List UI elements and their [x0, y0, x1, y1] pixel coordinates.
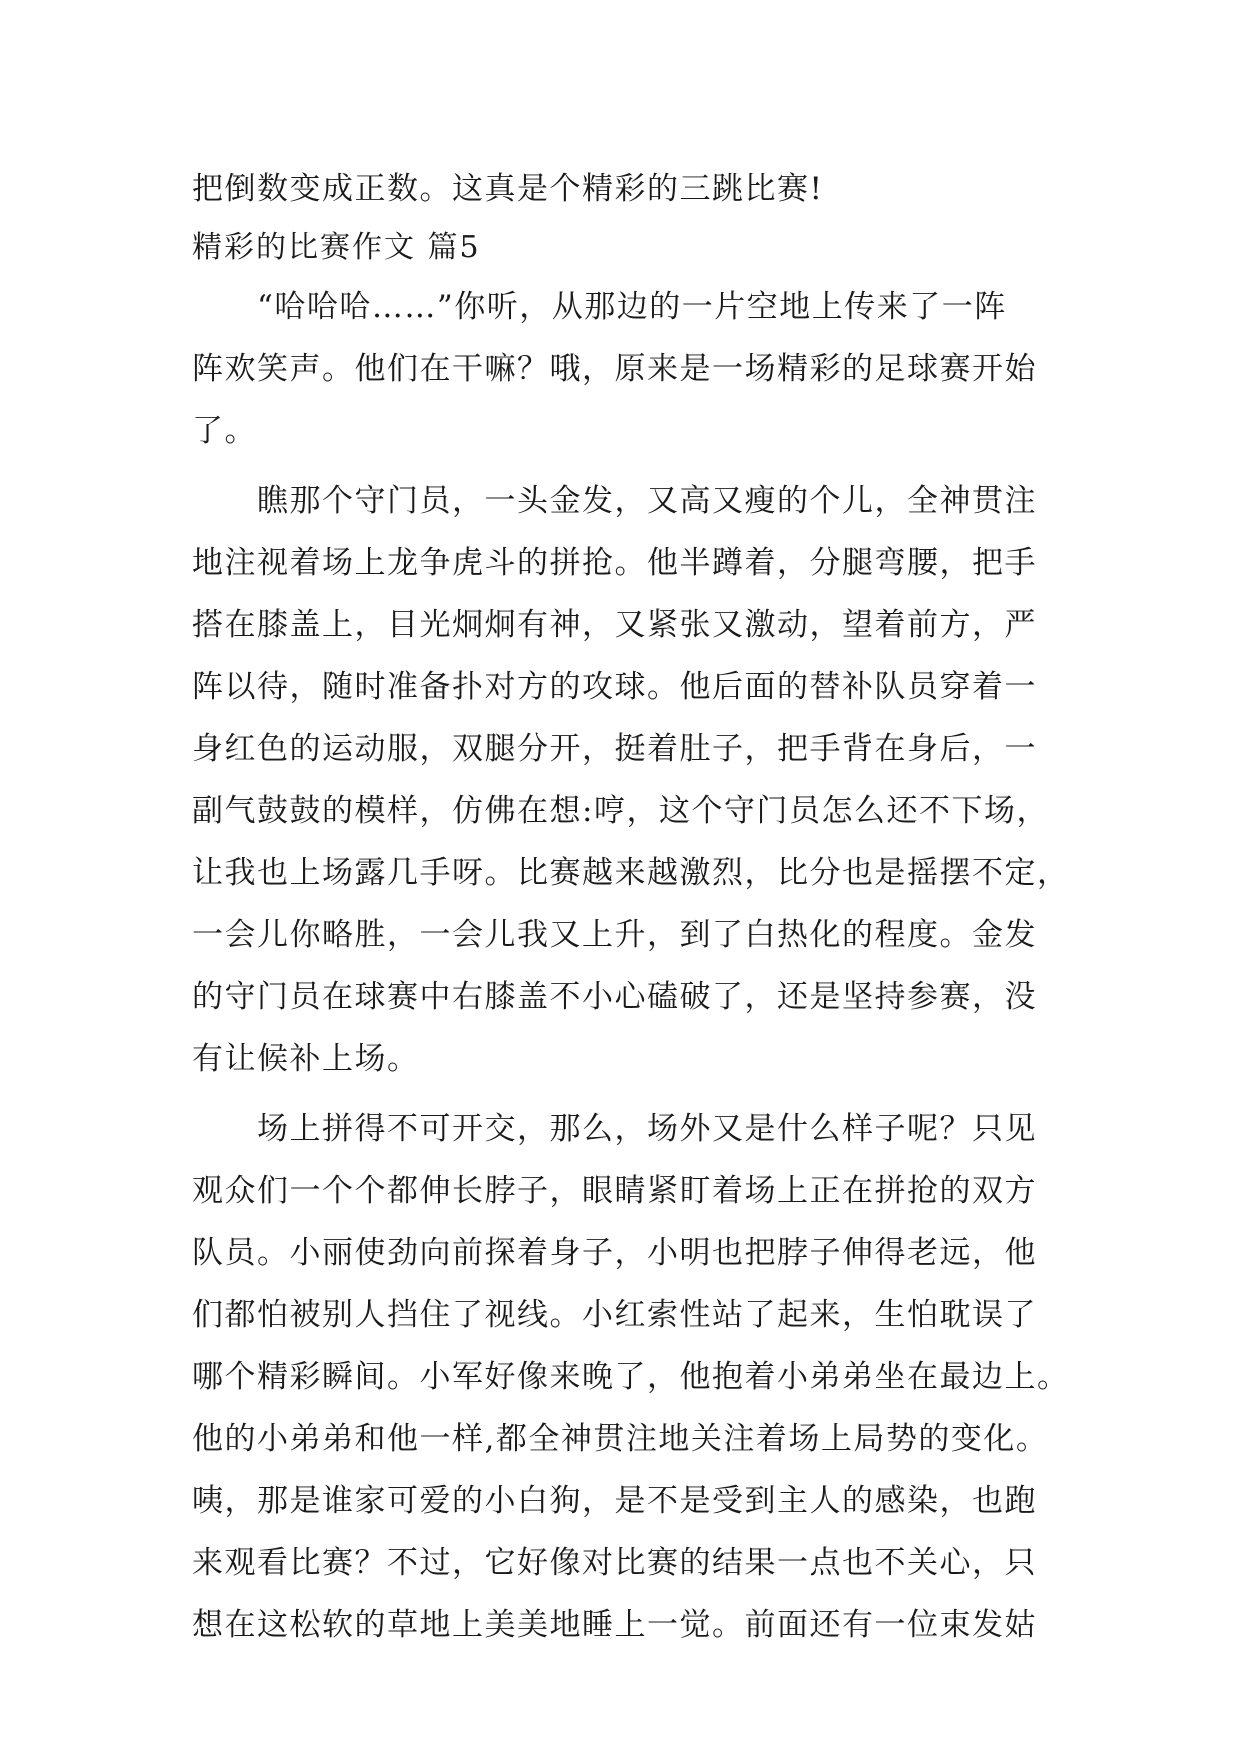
paragraph-2: [192, 470, 1070, 1090]
paragraph-line: 阵以待，随时准备扑对方的攻球。他后面的替补队员穿着一: [192, 669, 1037, 705]
paragraph-line: 咦，那是谁家可爱的小白狗，是不是受到主人的感染，也跑: [192, 1483, 1037, 1519]
section-title: 精彩的比赛作文 篇5: [192, 230, 481, 265]
paragraph-line: 让我也上场露几手呀。比赛越来越激烈，比分也是摇摆不定，: [192, 855, 1070, 891]
paragraph-line: 想在这松软的草地上美美地睡上一觉。前面还有一位束发姑: [192, 1607, 1037, 1643]
continuation-line: 把倒数变成正数。这真是个精彩的三跳比赛!: [192, 171, 824, 207]
paragraph-line: 了。: [192, 413, 257, 449]
paragraph-line: 阵欢笑声。他们在干嘛？哦，原来是一场精彩的足球赛开始: [192, 351, 1037, 387]
paragraph-line: 有让候补上场。: [192, 1041, 420, 1077]
paragraph-spacer: [192, 462, 1052, 470]
paragraph-line: 身红色的运动服，双腿分开，挺着肚子，把手背在身后，一: [192, 731, 1037, 767]
paragraph-line: “哈哈哈……”你听，从那边的一片空地上传来了一阵: [192, 289, 1007, 325]
paragraph-line: 地注视着场上龙争虎斗的拼抢。他半蹲着，分腿弯腰，把手: [192, 545, 1037, 581]
paragraph-line: 瞧那个守门员，一头金发，又高又瘦的个儿，全神贯注: [192, 483, 1037, 519]
paragraph-spacer: [192, 1090, 1052, 1098]
paragraph-line: 观众们一个个都伸长脖子，眼睛紧盯着场上正在拼抢的双方: [192, 1173, 1037, 1209]
paragraph-line: 一会儿你略胜，一会儿我又上升，到了白热化的程度。金发: [192, 917, 1037, 953]
paragraph-line: 来观看比赛？不过，它好像对比赛的结果一点也不关心，只: [192, 1545, 1037, 1581]
paragraph-line: 搭在膝盖上，目光炯炯有神，又紧张又激动，望着前方，严: [192, 607, 1037, 643]
paragraph-1: [192, 276, 1052, 462]
paragraph-line: 副气鼓鼓的模样，仿佛在想:哼，这个守门员怎么还不下场，: [192, 793, 1049, 829]
paragraph-line: 他的小弟弟和他一样,都全神贯注地关注着场上局势的变化。: [192, 1421, 1049, 1457]
paragraph-line: 场上拼得不可开交，那么，场外又是什么样子呢？只见: [192, 1111, 1037, 1147]
paragraph-line: 哪个精彩瞬间。小军好像来晚了，他抱着小弟弟坐在最边上。: [192, 1359, 1070, 1395]
paragraph-line: 队员。小丽使劲向前探着身子，小明也把脖子伸得老远，他: [192, 1235, 1037, 1271]
paragraph-line: 们都怕被别人挡住了视线。小红索性站了起来，生怕耽误了: [192, 1297, 1037, 1333]
paragraph-line: 的守门员在球赛中右膝盖不小心磕破了，还是坚持参赛，没: [192, 979, 1037, 1015]
paragraph-3: [192, 1098, 1070, 1656]
document-body: [192, 158, 1070, 1656]
